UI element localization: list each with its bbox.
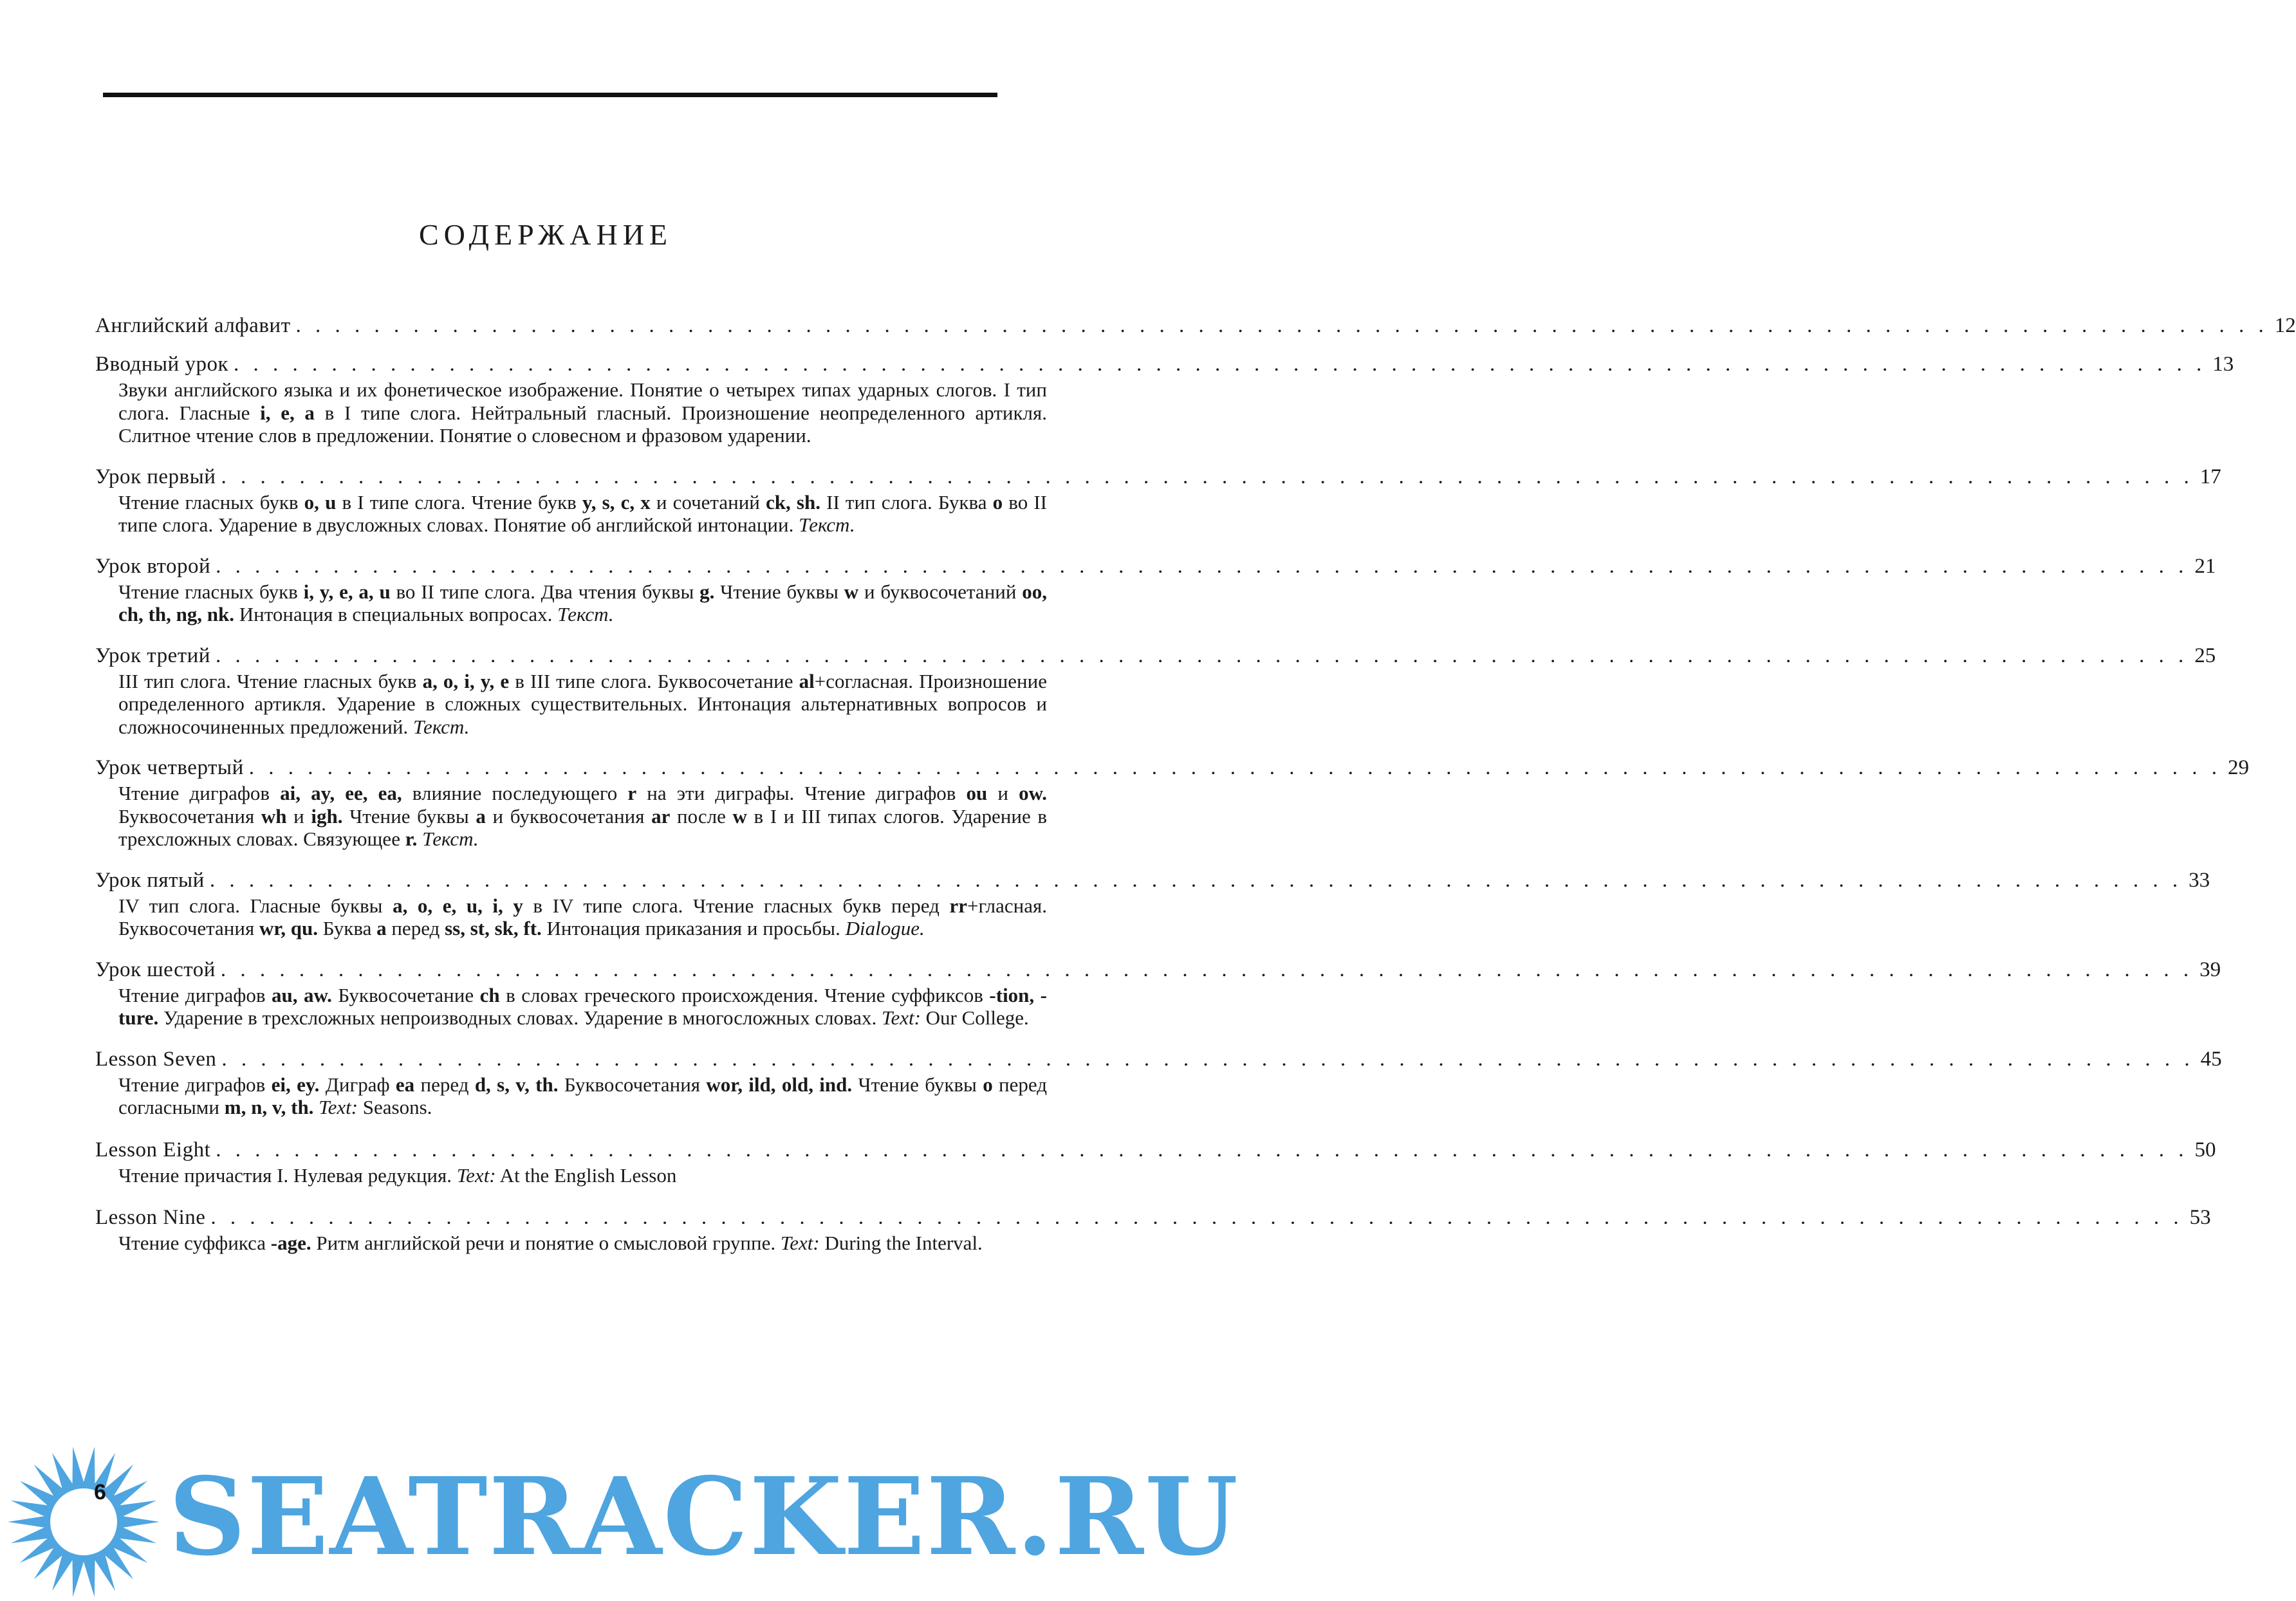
toc-entry-description [118,782,1047,851]
toc-entry-heading[interactable] [95,956,2221,984]
bold-term: wor, ild, old, ind. [706,1073,853,1096]
description-text: влияние последующего [402,782,628,804]
description-text: и буквосочетаний [858,580,1023,603]
bold-term: d, s, v, th. [474,1073,559,1096]
toc-entry-heading[interactable] [95,552,2216,580]
description-text: Буквосочетания [558,1073,707,1096]
bold-term: oo, ch, th, ng, nk. [118,580,1048,625]
description-text: Чтение гласных букв [118,490,304,514]
description-text: At the English Lesson [495,1163,677,1187]
italic-label: Текст. [422,828,479,850]
bold-term: ch [479,983,500,1006]
description-text: Ритм английской речи и понятие о смысловой группе. [311,1232,781,1254]
toc-entry-description [118,1073,1047,1119]
description-text: на эти диграфы. Чтение диграфов [636,782,967,804]
toc-entry [95,311,2296,340]
bold-term: wr, qu. [259,917,319,939]
bold-term: r [627,782,637,804]
toc-entry [95,463,2221,537]
dot-leader [221,463,2193,491]
bold-term: rr [949,894,967,917]
toc-entry-page: 17 [2199,465,2221,488]
description-text: Чтение диграфов [118,782,281,804]
dot-leader [216,1136,2188,1164]
page-title: СОДЕРЖАНИЕ [418,218,673,251]
toc-entry-title: Урок шестой [95,958,216,981]
toc-entry [95,754,2250,851]
bold-term: i, y, e, a, u [303,580,391,603]
toc-entry [95,1045,2222,1119]
description-text: в словах греческого происхождения. Чтение суффиксов [499,983,990,1006]
dot-leader [249,754,2221,782]
toc-entry [95,1136,2216,1187]
description-text: Чтение буквы [852,1073,983,1096]
description-text: и буквосочетания [485,804,652,828]
description-text: Чтение диграфов [118,1073,272,1096]
description-text: Чтение суффикса [118,1232,271,1254]
toc-entry [95,642,2216,739]
sun-burst-icon [8,1447,160,1597]
description-text: Ударение в трехсложных непроизводных словах. Ударение в многосложных словах. [158,1006,882,1029]
description-text: Интонация в специальных вопросах. [234,603,558,625]
toc-entry-heading[interactable] [95,754,2250,782]
toc-entry-title: Lesson Seven [95,1047,217,1071]
bold-term: y, s, c, x [582,490,651,514]
bold-term: o, u [304,490,337,514]
italic-label: Текст. [799,514,855,536]
table-of-contents [95,296,2296,1255]
italic-label: Text: [780,1232,820,1254]
dot-leader [210,866,2182,894]
toc-entry-description [118,894,1047,940]
bold-term: al [799,669,815,692]
description-text: Чтение гласных букв [118,580,304,603]
description-text: +согласная. Произношение определенного артикля. Ударение в сложных существительных. Интонация альтернативных вопросов и сложносочиненных предложений. [118,669,1047,738]
dot-leader [216,642,2188,670]
dot-leader [221,1045,2194,1073]
bold-term: ei, ey. [271,1073,320,1096]
dot-leader [210,1203,2183,1232]
description-text: перед согласными [118,1073,1048,1118]
description-text [417,828,422,850]
toc-entry-page: 25 [2194,643,2216,667]
toc-entry-heading[interactable] [95,1045,2222,1073]
bold-term: ar [651,804,671,828]
description-text: During the Interval. [819,1232,983,1254]
toc-entry-heading[interactable] [95,463,2221,491]
description-text: в I типе слога. Чтение букв [336,490,582,514]
description-text: Чтение причастия I. Нулевая редукция. [118,1163,457,1187]
toc-entry [95,956,2221,1030]
bold-term: wh [261,804,287,828]
dot-leader [216,552,2188,580]
description-text: Звуки английского языка и их фонетическое изображение. Понятие о четырех типах ударных слогов. I тип слога. Гласные [118,378,1047,424]
toc-entry-heading[interactable] [95,1136,2216,1164]
bold-term: m, n, v, th. [224,1096,314,1118]
description-text: Буквосочетания [118,804,261,828]
toc-entry [95,552,2216,626]
page-number: 6 [94,1480,106,1504]
toc-entry-page: 21 [2194,554,2216,578]
toc-entry-page: 12 [2274,314,2296,337]
bold-term: g. [699,580,715,603]
toc-entry-heading[interactable] [95,1203,2211,1232]
toc-entry-page: 50 [2194,1138,2216,1161]
description-text: Буква [318,917,377,939]
bold-term: r. [405,828,418,850]
description-text: перед [386,917,445,939]
bold-term: -age. [270,1232,311,1254]
italic-label: Text: [456,1163,496,1187]
bold-term: -tion, -ture. [118,983,1047,1029]
toc-entry-heading[interactable] [95,350,2234,378]
description-text: в III типе слога. Буквосочетание [509,669,799,692]
bold-term: ai, ay, ee, ea, [280,782,402,804]
description-text: Диграф [319,1073,396,1096]
bold-term: ea [395,1073,415,1096]
toc-entry-description [118,580,1047,626]
description-text: III тип слога. Чтение гласных букв [118,669,423,692]
toc-entry-page: 45 [2200,1047,2222,1071]
bold-term: a [476,804,486,828]
bold-term: igh. [311,804,343,828]
bold-term: o [992,490,1003,514]
bold-term: w [732,804,747,828]
toc-entry-description [118,1232,1047,1255]
description-text: в IV типе слога. Чтение гласных букв перед [523,894,950,917]
description-text: во II типе слога. Ударение в двусложных словах. Понятие об английской интонации. [118,490,1047,536]
toc-entry-heading[interactable] [95,866,2210,894]
toc-entry-title: Урок второй [95,554,211,578]
bold-term: a, o, e, u, i, y [393,894,523,917]
dot-leader [234,350,2206,378]
toc-entry-page: 33 [2189,868,2210,892]
italic-label: Текст. [557,603,614,625]
description-text: Буквосочетание [331,983,480,1006]
sun-burst-center [50,1488,117,1555]
bold-term: i, e, a [260,401,315,424]
toc-entry-title: Английский алфавит [95,314,291,337]
toc-entry [95,1203,2211,1255]
toc-entry-title: Урок третий [95,643,210,667]
toc-entry-heading[interactable] [95,311,2296,340]
bold-term: a, o, i, y, e [422,669,510,692]
toc-entry-title: Урок четвертый [95,756,244,779]
toc-entry-description [118,984,1047,1030]
italic-label: Text: [882,1006,921,1029]
toc-entry [95,350,2234,447]
description-text: +гласная. Буквосочетания [118,894,1047,939]
toc-entry-description [118,670,1047,739]
toc-entry-page: 39 [2199,958,2221,981]
dot-leader [221,956,2193,984]
description-text: II тип слога. Буква [820,490,993,514]
toc-entry-description [118,378,1047,447]
bold-term: ss, st, sk, ft. [445,917,542,939]
toc-entry-title: Lesson Nine [95,1206,206,1229]
description-text: Чтение буквы [342,804,476,828]
watermark-text: SEATRACKER.RU [169,1454,1239,1580]
bold-term: a [376,917,387,939]
toc-entry-title: Lesson Eight [95,1138,211,1161]
description-text: Чтение буквы [714,580,844,603]
toc-entry-title: Урок первый [95,465,216,488]
description-text: и [286,804,311,828]
description-text: Чтение диграфов [118,983,272,1006]
description-text: в I типе слога. Нейтральный гласный. Произношение неопределенного артикля. Слитное чтение слов в предложении. Понятие о словесном и фразовом ударении. [118,401,1047,447]
description-text: IV тип слога. Гласные буквы [118,894,393,917]
dot-leader [296,311,2268,340]
description-text: Our College. [920,1006,1029,1029]
bold-term: ow. [1019,782,1048,804]
italic-label: Текст. [412,715,470,738]
top-rule [103,93,997,97]
toc-entry-page: 53 [2189,1206,2211,1229]
description-text: перед [414,1073,475,1096]
description-text: и [987,782,1019,804]
toc-entry-heading[interactable] [95,642,2216,670]
description-text: в I и III типах слогов. Ударение в трехсложных словах. Связующее [118,804,1048,850]
description-text: во II типе слога. Два чтения буквы [390,580,700,603]
description-text: Seasons. [358,1096,432,1118]
bold-term: o [983,1073,993,1096]
toc-entry-title: Урок пятый [95,868,205,892]
bold-term: au, aw. [271,983,332,1006]
toc-entry [95,866,2210,940]
description-text: Интонация приказания и просьбы. [541,917,846,939]
italic-label: Dialogue. [845,917,925,939]
toc-entry-page: 29 [2228,756,2250,779]
toc-entry-title: Вводный урок [95,353,228,376]
description-text: после [670,804,733,828]
bold-term: ck, sh. [766,490,820,514]
toc-entry-description [118,1164,1047,1187]
description-text: и сочетаний [650,490,766,514]
toc-entry-description [118,491,1047,537]
bold-term: ou [966,782,988,804]
toc-entry-page: 13 [2212,353,2234,376]
italic-label: Text: [319,1096,358,1118]
bold-term: w [844,580,859,603]
